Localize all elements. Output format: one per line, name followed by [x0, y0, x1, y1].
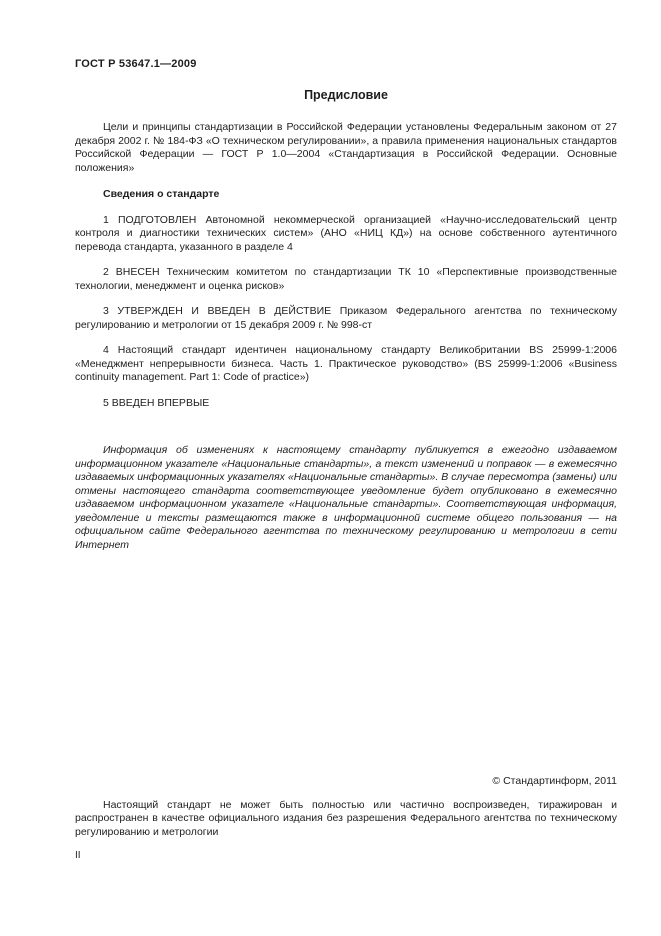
standard-info-item-prepared: 1 ПОДГОТОВЛЕН Автономной некоммерческой организацией «Научно-исследовательский центр контроля и диагностики технических систем» (АНО «НИЦ КД») на основе собственного аутентичного перевода стандарта, указанного в разделе 4 — [75, 213, 617, 253]
reproduction-restriction: Настоящий стандарт не может быть полностью или частично воспроизведен, тиражирован и распространен в качестве официального издания без разрешения Федерального агентства по техническому регулированию и метрологии — [75, 798, 617, 838]
standard-info-item-identical: 4 Настоящий стандарт идентичен национальному стандарту Великобритании BS 25999-1:2006 «Менеджмент непрерывности бизнеса. Часть 1. Практическое руководство» (BS 25999-1:2006 «Business continuity management. Part 1: Code of practice») — [75, 344, 617, 383]
standard-info-item-submitted: 2 ВНЕСЕН Техническим комитетом по стандартизации ТК 10 «Перспективные производственные технологии, менеджмент и оценка рисков» — [75, 266, 617, 292]
page-title: Предисловие — [304, 88, 388, 102]
standard-info-heading: Сведения о стандарте — [103, 188, 220, 200]
document-designation: ГОСТ Р 53647.1—2009 — [75, 58, 197, 70]
standard-info-item-first-introduced: 5 ВВЕДЕН ВПЕРВЫЕ — [103, 396, 210, 409]
intro-paragraph: Цели и принципы стандартизации в Российской Федерации установлены Федеральным законом от 27 декабря 2002 г. № 184-ФЗ «О техническом регулировании», а правила применения национальных стандартов Российской Федерации — ГОСТ Р 1.0—2004 «Стандартизация в Российской Федерации. Основные положения» — [75, 121, 617, 174]
standard-info-item-approved: 3 УТВЕРЖДЕН И ВВЕДЕН В ДЕЙСТВИЕ Приказом Федерального агентства по техническому регулированию и метрологии от 15 декабря 2009 г. № 998-ст — [75, 305, 617, 331]
page-number: II — [75, 850, 81, 861]
amendments-notice: Информация об изменениях к настоящему стандарту публикуется в ежегодно издаваемом информационном указателе «Национальные стандарты», а текст изменений и поправок — в ежемесячно издаваемых информационных указателях «Национальные стандарты». В случае пересмотра (замены) или отмены настоящего стандарта соответствующее уведомление будет опубликовано в ежемесячно издаваемом информационном указателе «Национальные стандарты». Соответствующая информация, уведомление и тексты размещаются также в информационной системе общего пользования — на официальном сайте Федерального агентства по техническому регулированию и метрологии в сети Интернет — [75, 444, 617, 551]
copyright-notice: © Стандартинформ, 2011 — [492, 775, 617, 787]
